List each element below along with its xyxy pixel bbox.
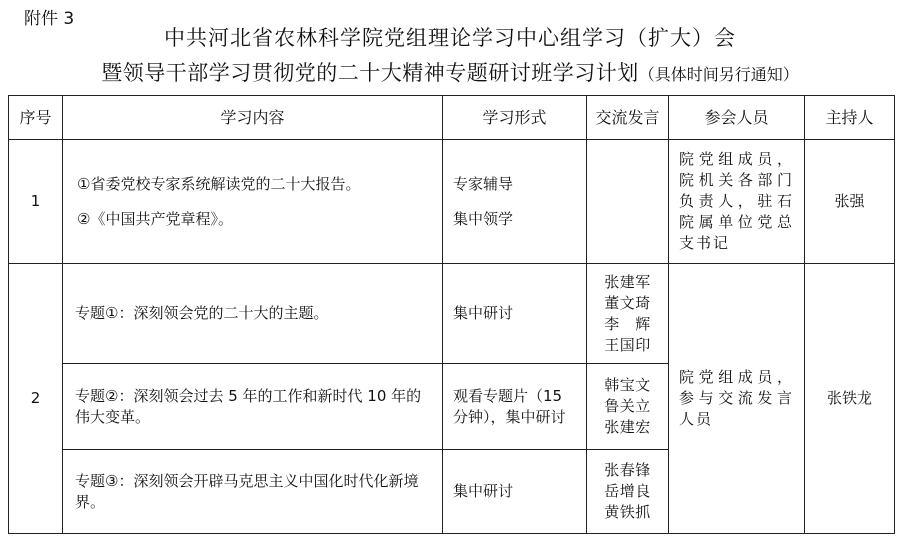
header-form: 学习形式 — [443, 96, 587, 140]
topic-speakers — [587, 450, 669, 534]
header-number: 序号 — [9, 96, 63, 140]
speaker-name: 董文琦 — [604, 293, 651, 312]
row-form — [443, 140, 587, 264]
topic-form: 观看专题片（15 分钟），集中研讨 — [443, 364, 587, 450]
speaker-name: 鲁关立 — [604, 397, 651, 415]
schedule-note: （具体时间另行通知） — [638, 65, 799, 84]
speaker-name: 张建军 — [604, 272, 651, 291]
header-host: 主持人 — [805, 96, 895, 140]
form-item: 集中领学 — [453, 209, 514, 228]
topic-form: 集中研讨 — [443, 450, 587, 534]
speaker-name: 黄铁抓 — [604, 503, 651, 521]
table-row — [9, 264, 895, 364]
speaker-name: 王国印 — [604, 335, 651, 354]
speaker-name: 韩宝文 — [604, 376, 651, 394]
row-host: 张强 — [805, 140, 895, 264]
speaker-name: 张春锋 — [604, 461, 651, 479]
content-item: ②《中国共产党章程》。 — [77, 209, 233, 228]
subtitle-text: 暨领导干部学习贯彻党的二十大精神专题研讨班学习计划 — [101, 61, 639, 85]
topic-form: 集中研讨 — [443, 264, 587, 364]
table-row — [9, 140, 895, 264]
row-content — [63, 140, 443, 264]
speaker-name: 岳增良 — [604, 482, 651, 500]
content-item: ①省委党校专家系统解读党的二十大报告。 — [77, 174, 361, 193]
study-plan-table — [8, 95, 895, 534]
row-attendees: 院党组成员，院机关各部门负责人，驻石院属单位党总支书记 — [669, 140, 805, 264]
topic-content: 专题③：深刻领会开辟马克思主义中国化时代化新境界。 — [63, 450, 443, 534]
topic-speakers — [587, 264, 669, 364]
speaker-name: 张建宏 — [604, 418, 651, 436]
row-number: 1 — [9, 140, 63, 264]
topic-content: 专题①：深刻领会党的二十大的主题。 — [63, 264, 443, 364]
topic-speakers — [587, 364, 669, 450]
form-item: 专家辅导 — [453, 174, 514, 193]
row-speakers — [587, 140, 669, 264]
header-speakers: 交流发言 — [587, 96, 669, 140]
row-attendees: 院党组成员，参与交流发言人员 — [669, 264, 805, 534]
row-number: 2 — [9, 264, 63, 534]
speaker-name: 李 辉 — [604, 314, 651, 333]
document-title: 中共河北省农林科学院党组理论学习中心组学习（扩大）会 — [164, 26, 736, 50]
table-header-row — [9, 96, 895, 140]
topic-content: 专题②：深刻领会过去 5 年的工作和新时代 10 年的伟大变革。 — [63, 364, 443, 450]
document-subtitle — [0, 57, 900, 87]
header-attendees: 参会人员 — [669, 96, 805, 140]
attachment-label: 附件 3 — [24, 9, 75, 29]
row-host: 张铁龙 — [805, 264, 895, 534]
header-content: 学习内容 — [63, 96, 443, 140]
